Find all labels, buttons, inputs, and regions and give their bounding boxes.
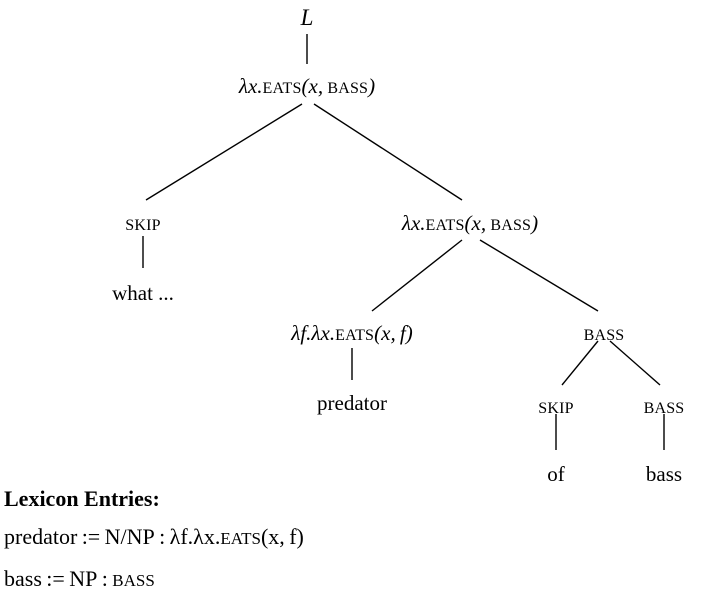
tree-node-skip-2: SKIP xyxy=(538,400,574,417)
lexicon-entry-predator: predator := N/NP : λf.λx.EATS(x, f) xyxy=(4,524,304,549)
tree-node-word-bass: bass xyxy=(645,462,683,486)
tree-node-root: L xyxy=(300,5,314,30)
tree-node-word-what: what ... xyxy=(112,281,174,305)
tree-node-word-of: of xyxy=(547,462,565,486)
edge-bass1-skip2 xyxy=(562,341,598,385)
lexicon-heading: Lexicon Entries: xyxy=(4,486,160,511)
tree-node-bass-parent: BASS xyxy=(583,327,625,344)
edge-lammid-bass1 xyxy=(480,240,598,311)
edge-bass1-bass2 xyxy=(610,341,660,385)
edge-lammid-lampred xyxy=(372,240,462,311)
tree-node-word-predator: predator xyxy=(317,391,387,415)
tree-node-lambda-top: λx.EATS(x, BASS) xyxy=(238,74,376,98)
tree-node-lambda-mid: λx.EATS(x, BASS) xyxy=(401,211,539,235)
tree-node-lambda-predator: λf.λx.EATS(x, f) xyxy=(291,321,413,345)
lexicon-entry-bass: bass := NP : BASS xyxy=(4,566,155,591)
edge-lamtop-lammid xyxy=(314,104,462,200)
edge-lamtop-skip1 xyxy=(146,104,302,200)
tree-node-skip-1: SKIP xyxy=(125,217,161,234)
tree-node-bass-leafcat: BASS xyxy=(643,400,685,417)
